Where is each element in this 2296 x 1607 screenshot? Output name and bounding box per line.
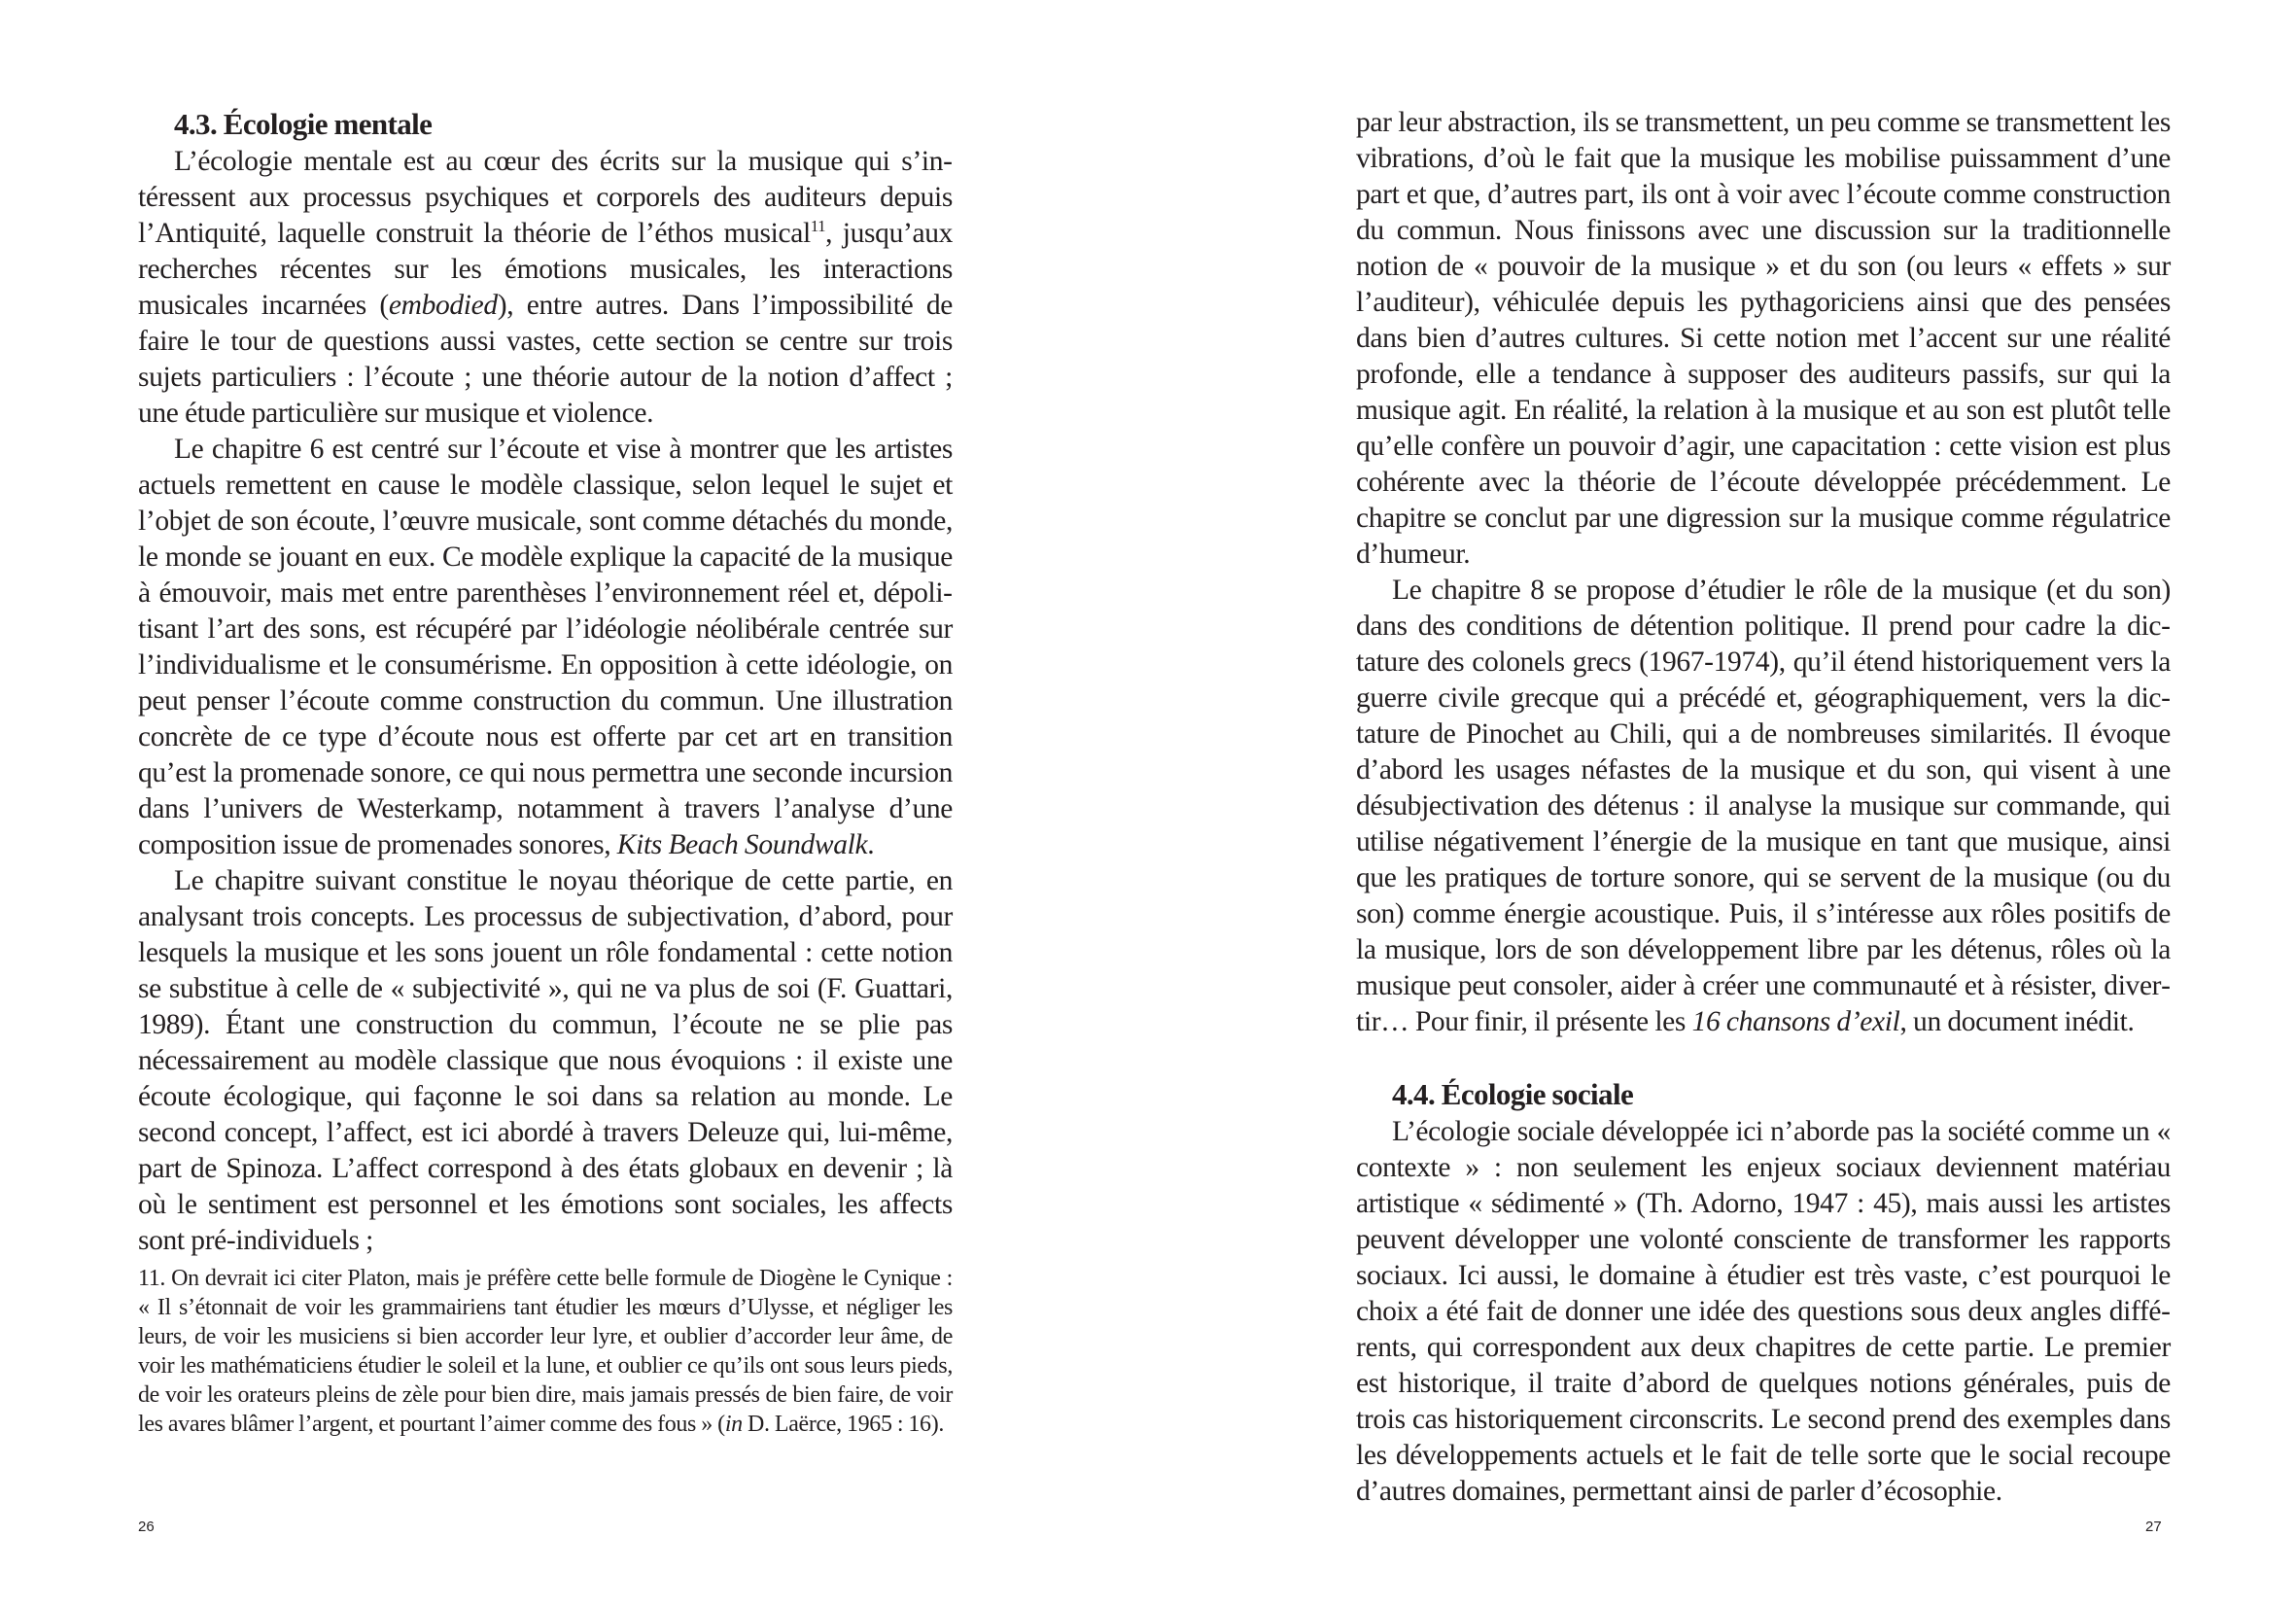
section-heading-ecologie-sociale: 4.4. Écologie sociale [1392,1077,1634,1111]
section-spacer [1356,1040,2171,1075]
footnote-reference[interactable]: 11 [810,217,826,235]
left-page-body [138,105,953,1259]
paragraph-chapitre-suivant: Le chapitre suivant constitue le noyau théorique de cette partie, en analysant trois concepts. Les processus de subjectivation, d’abord, pour lesquels la musique et les sons jouent un rôle fondamental : cette notion se substitue à celle de « subjectivité », qui ne va plus de soi (F. Guattari, 1989). Étant une construction du commun, l’écoute ne se plie pas nécessairement au modèle classique que nous évoquions : il existe une écoute écologique, qui façonne le soi dans sa relation au monde. Le second concept, l’affect, est ici abordé à travers Deleuze qui, lui-même, part de Spinoza. L’affect correspond à des états globaux en devenir ; là où le sentiment est personnel et les émotions sont sociales, les affects sont pré-individuels ; [138,865,953,1256]
paragraph-intro-ecologie-mentale: L’écologie mentale est au cœur des écrits sur la musique qui s’intéressent aux processus psychiques et corporels des auditeurs depuis l’Antiquité, laquelle construit la théorie de l’éthos musical$^{11}$, jusqu’aux recherches récentes sur les émotions musicales, les interactions musicales incarnées (embodied), entre autres. Dans l’impossibilité de faire le tour de questions aussi vastes, cette section se centre sur trois sujets particuliers : l’écoute ; une théorie autour de la notion d’affect ; une étude particulière sur musique et violence. [138,146,953,429]
page-number: 26 [138,1519,155,1535]
paragraph-continuation: par leur abstraction, ils se transmettent, un peu comme se transmettent les vibrations, d’où le fait que la musique les mobilise puissamment d’une part et que, d’autres part, ils ont à voir avec l’écoute comme construction du commun. Nous finissons avec une discussion sur la traditionnelle notion de « pouvoir de la musique » et du son (ou leurs « effets » sur l’auditeur), véhiculée depuis les pythagoriciens ainsi que des pensées dans bien d’autres cultures. Si cette notion met l’accent sur une réalité profonde, elle a tendance à supposer des auditeurs passifs, sur qui la musique agit. En réalité, la relation à la musique et au son est plutôt telle qu’elle confère un pouvoir d’agir, une capacitation : cette vision est plus cohérente avec la théorie de l’écoute développée précédemment. Le chapitre se conclut par une digression sur la musique comme régulatrice d’humeur. [1356,107,2171,570]
section-heading-ecologie-mentale: 4.3. Écologie mentale [174,107,433,141]
page-number: 27 [2145,1519,2162,1535]
right-page-body [1356,105,2171,1510]
paragraph-chapitre-8: Le chapitre 8 se propose d’étudier le rôle de la musique (et du son) dans des conditions de détention politique. Il prend pour cadre la dictature des colonels grecs (1967-1974), qu’il étend historiquement vers la guerre civile grecque qui a précédé et, géographiquement, vers la dictature de Pinochet au Chili, qui a de nombreuses similarités. Il évoque d’abord les usages néfastes de la musique et du son, qui visent à une désubjectivation des détenus : il analyse la musique sur commande, qui utilise négativement l’énergie de la musique en tant que musique, ainsi que les pratiques de torture sonore, qui se servent de la musique (ou du son) comme énergie acoustique. Puis, il s’intéresse aux rôles positifs de la musique, lors de son développement libre par les détenus, rôles où la musique peut consoler, aider à créer une communauté et à résister, divertir… Pour finir, il présente les 16 chansons d’exil, un document inédit. [1356,575,2171,1037]
paragraph-intro-ecologie-sociale: L’écologie sociale développée ici n’aborde pas la société comme un « contexte » : non seulement les enjeux sociaux deviennent matériau artistique « sédimenté » (Th. Adorno, 1947 : 45), mais aussi les artistes peuvent développer une volonté consciente de transformer les rapports sociaux. Ici aussi, le domaine à étudier est très vaste, c’est pourquoi le choix a été fait de donner une idée des questions sous deux angles différents, qui correspondent aux deux chapitres de cette partie. Le premier est historique, il traite d’abord de quelques notions générales, puis de trois cas historiquement circonscrits. Le second prend des exemples dans les développements actuels et le fait de telle sorte que le social recoupe d’autres domaines, permettant ainsi de parler d’écosophie. [1356,1116,2171,1507]
footnote-11: 11. On devrait ici citer Platon, mais je préfère cette belle formule de Diogène le Cynique : « Il s’étonnait de voir les grammairiens tant étudier les mœurs d’Ulysse, et négliger les leurs, de voir les musiciens si bien accorder leur lyre, et oublier d’accorder leur âme, de voir les mathématiciens étudier le soleil et la lune, et oublier ce qu’ils ont sous leurs pieds, de voir les orateurs pleins de zèle pour bien dire, mais jamais pressés de bien faire, de voir les avares blâmer l’argent, et pourtant l’aimer comme des fous » (in D. Laërce, 1965 : 16). [138,1266,953,1437]
right-page [1148,0,2296,1607]
paragraph-chapitre-6: Le chapitre 6 est centré sur l’écoute et vise à montrer que les artistes actuels remettent en cause le modèle classique, selon lequel le sujet et l’objet de son écoute, l’œuvre musicale, sont comme détachés du monde, le monde se jouant en eux. Ce modèle explique la capacité de la musique à émouvoir, mais met entre parenthèses l’environnement réel et, dépolitisant l’art des sons, est récupéré par l’idéologie néolibérale centrée sur l’individualisme et le consumérisme. En opposition à cette idéologie, on peut penser l’écoute comme construction du commun. Une illustration concrète de ce type d’écoute nous est offerte par cet art en transition qu’est la promenade sonore, ce qui nous permettra une seconde incursion dans l’univers de Westerkamp, notamment à travers l’analyse d’une composition issue de promenades sonores, Kits Beach Soundwalk. [138,434,953,860]
